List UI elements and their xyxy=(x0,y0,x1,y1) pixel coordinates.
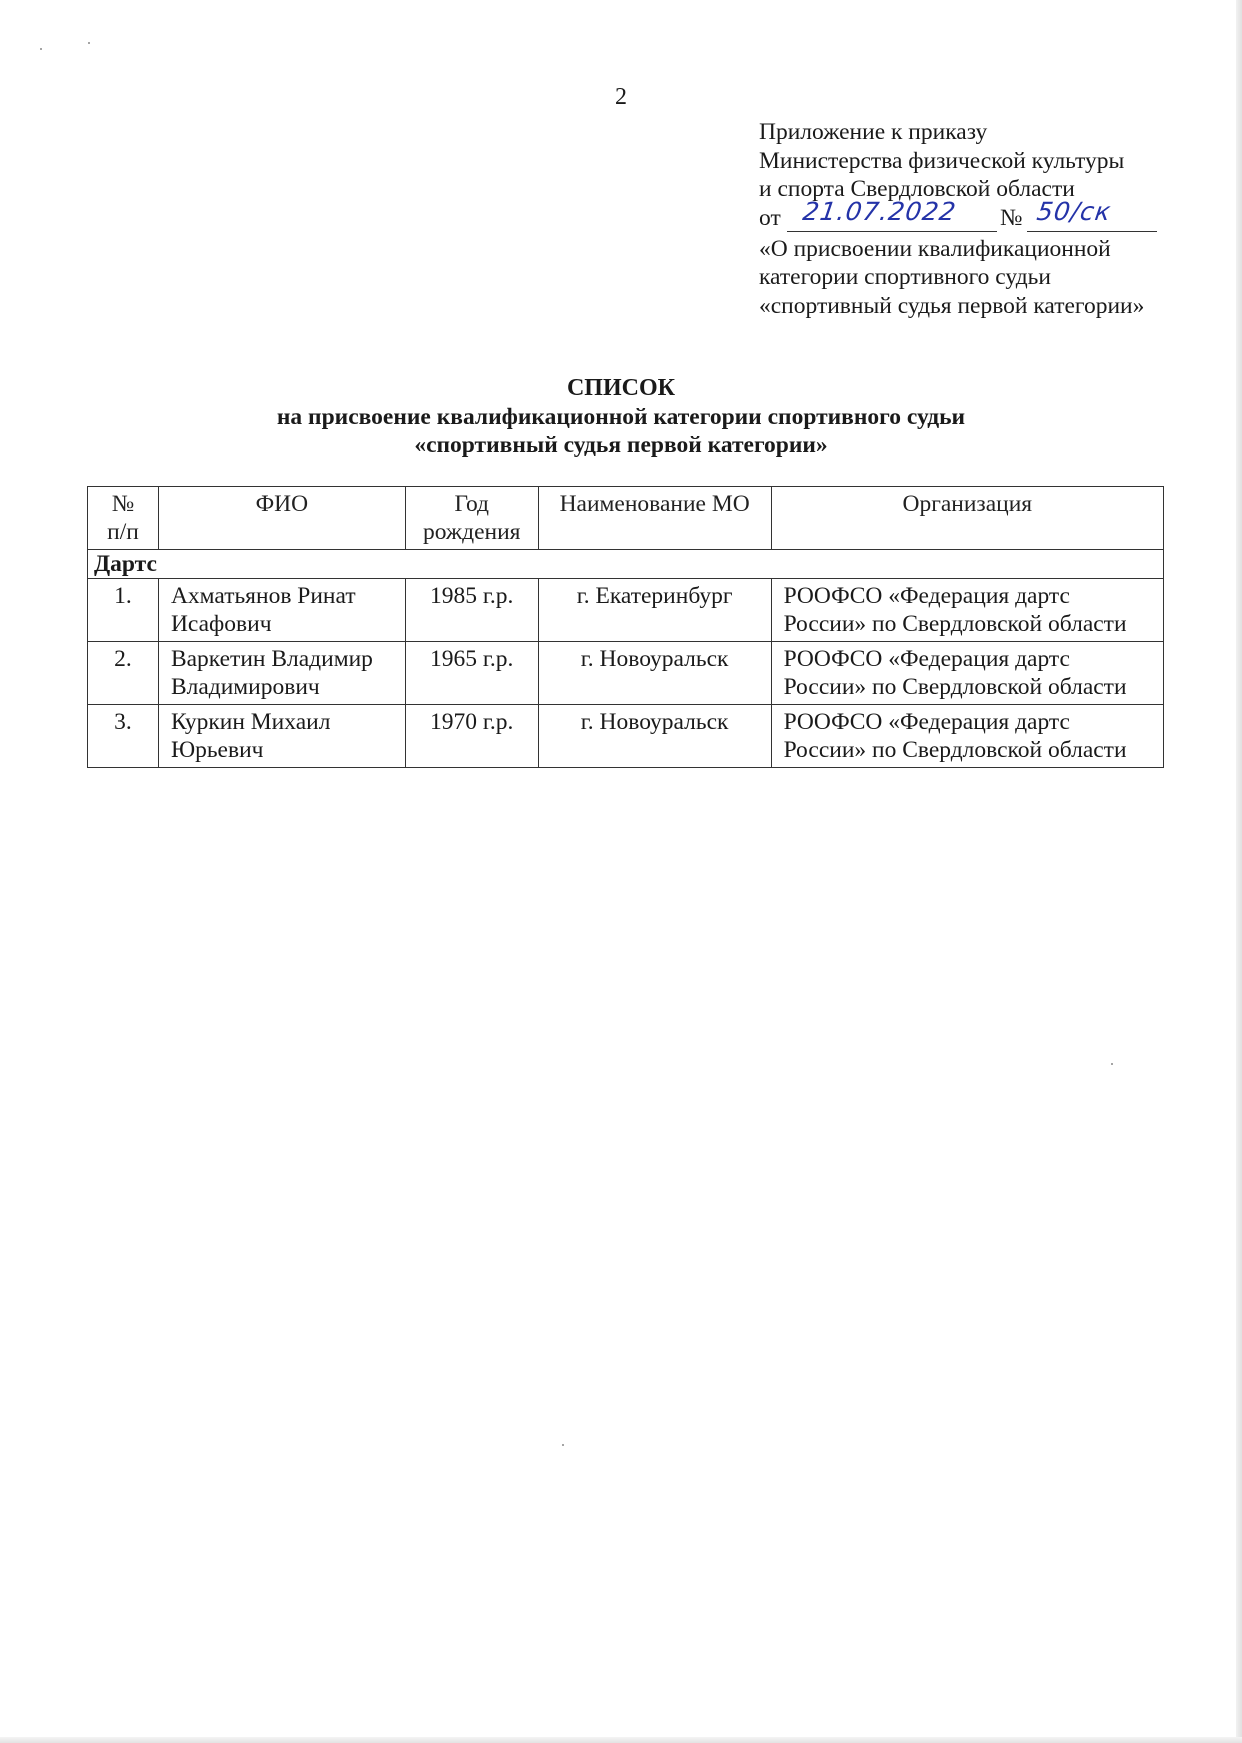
cell-year: 1965 г.р. xyxy=(405,642,538,705)
header-num: № п/п xyxy=(88,487,159,550)
cell-fio: Куркин Михаил Юрьевич xyxy=(158,705,405,768)
cell-year: 1985 г.р. xyxy=(405,579,538,642)
appendix-line-2: Министерства физической культуры xyxy=(759,147,1125,174)
appendix-block xyxy=(759,118,1179,320)
cell-org: РООФСО «Федерация дартс России» по Свердловской области xyxy=(771,642,1163,705)
header-org: Организация xyxy=(771,487,1163,550)
cell-mo: г. Екатеринбург xyxy=(538,579,771,642)
page-bottom-shadow xyxy=(0,1737,1242,1743)
title-line-3: «спортивный судья первой категории» xyxy=(414,432,828,458)
document-title xyxy=(0,374,1242,460)
scan-speck xyxy=(1111,1063,1113,1065)
scan-speck xyxy=(88,42,90,44)
cell-year: 1970 г.р. xyxy=(405,705,538,768)
title-line-2: на присвоение квалификационной категории спортивного судьи xyxy=(276,403,966,430)
appendix-line-5: «О присвоении квалификационной xyxy=(759,235,1111,262)
appendix-line-1: Приложение к приказу xyxy=(759,119,988,145)
handwritten-number: 50/ск xyxy=(1035,196,1114,226)
header-year: Год рождения xyxy=(405,487,538,550)
table-row xyxy=(88,705,1164,768)
page-number: 2 xyxy=(615,84,627,110)
number-underline xyxy=(1027,231,1157,232)
handwritten-date: 21.07.2022 xyxy=(801,196,959,226)
scan-speck xyxy=(40,48,42,50)
judges-table xyxy=(87,486,1164,768)
page-edge-shadow xyxy=(1236,0,1242,1743)
date-underline xyxy=(787,231,997,232)
number-prefix: № xyxy=(1000,204,1023,231)
cell-fio: Ахматьянов Ринат Исафович xyxy=(158,579,405,642)
appendix-line-7: «спортивный судья первой категории» xyxy=(759,292,1145,319)
header-mo: Наименование МО xyxy=(538,487,771,550)
cell-num: 2. xyxy=(88,642,159,705)
table-header-row xyxy=(88,487,1164,550)
table-row xyxy=(88,579,1164,642)
scan-speck xyxy=(562,1444,564,1446)
cell-mo: г. Новоуральск xyxy=(538,642,771,705)
cell-num: 1. xyxy=(88,579,159,642)
cell-num: 3. xyxy=(88,705,159,768)
appendix-date-number-row xyxy=(759,196,1179,235)
date-prefix: от xyxy=(759,204,781,231)
section-label: Дартс xyxy=(88,550,1164,579)
title-heading: СПИСОК xyxy=(566,375,676,401)
section-row xyxy=(88,550,1164,579)
appendix-line-6: категории спортивного судьи xyxy=(759,264,1051,290)
cell-fio: Варкетин Владимир Владимирович xyxy=(158,642,405,705)
cell-org: РООФСО «Федерация дартс России» по Свердловской области xyxy=(771,579,1163,642)
cell-org: РООФСО «Федерация дартс России» по Свердловской области xyxy=(771,705,1163,768)
table-row xyxy=(88,642,1164,705)
cell-mo: г. Новоуральск xyxy=(538,705,771,768)
header-fio: ФИО xyxy=(158,487,405,550)
appendix-line-3: и спорта Свердловской области xyxy=(759,176,1075,202)
